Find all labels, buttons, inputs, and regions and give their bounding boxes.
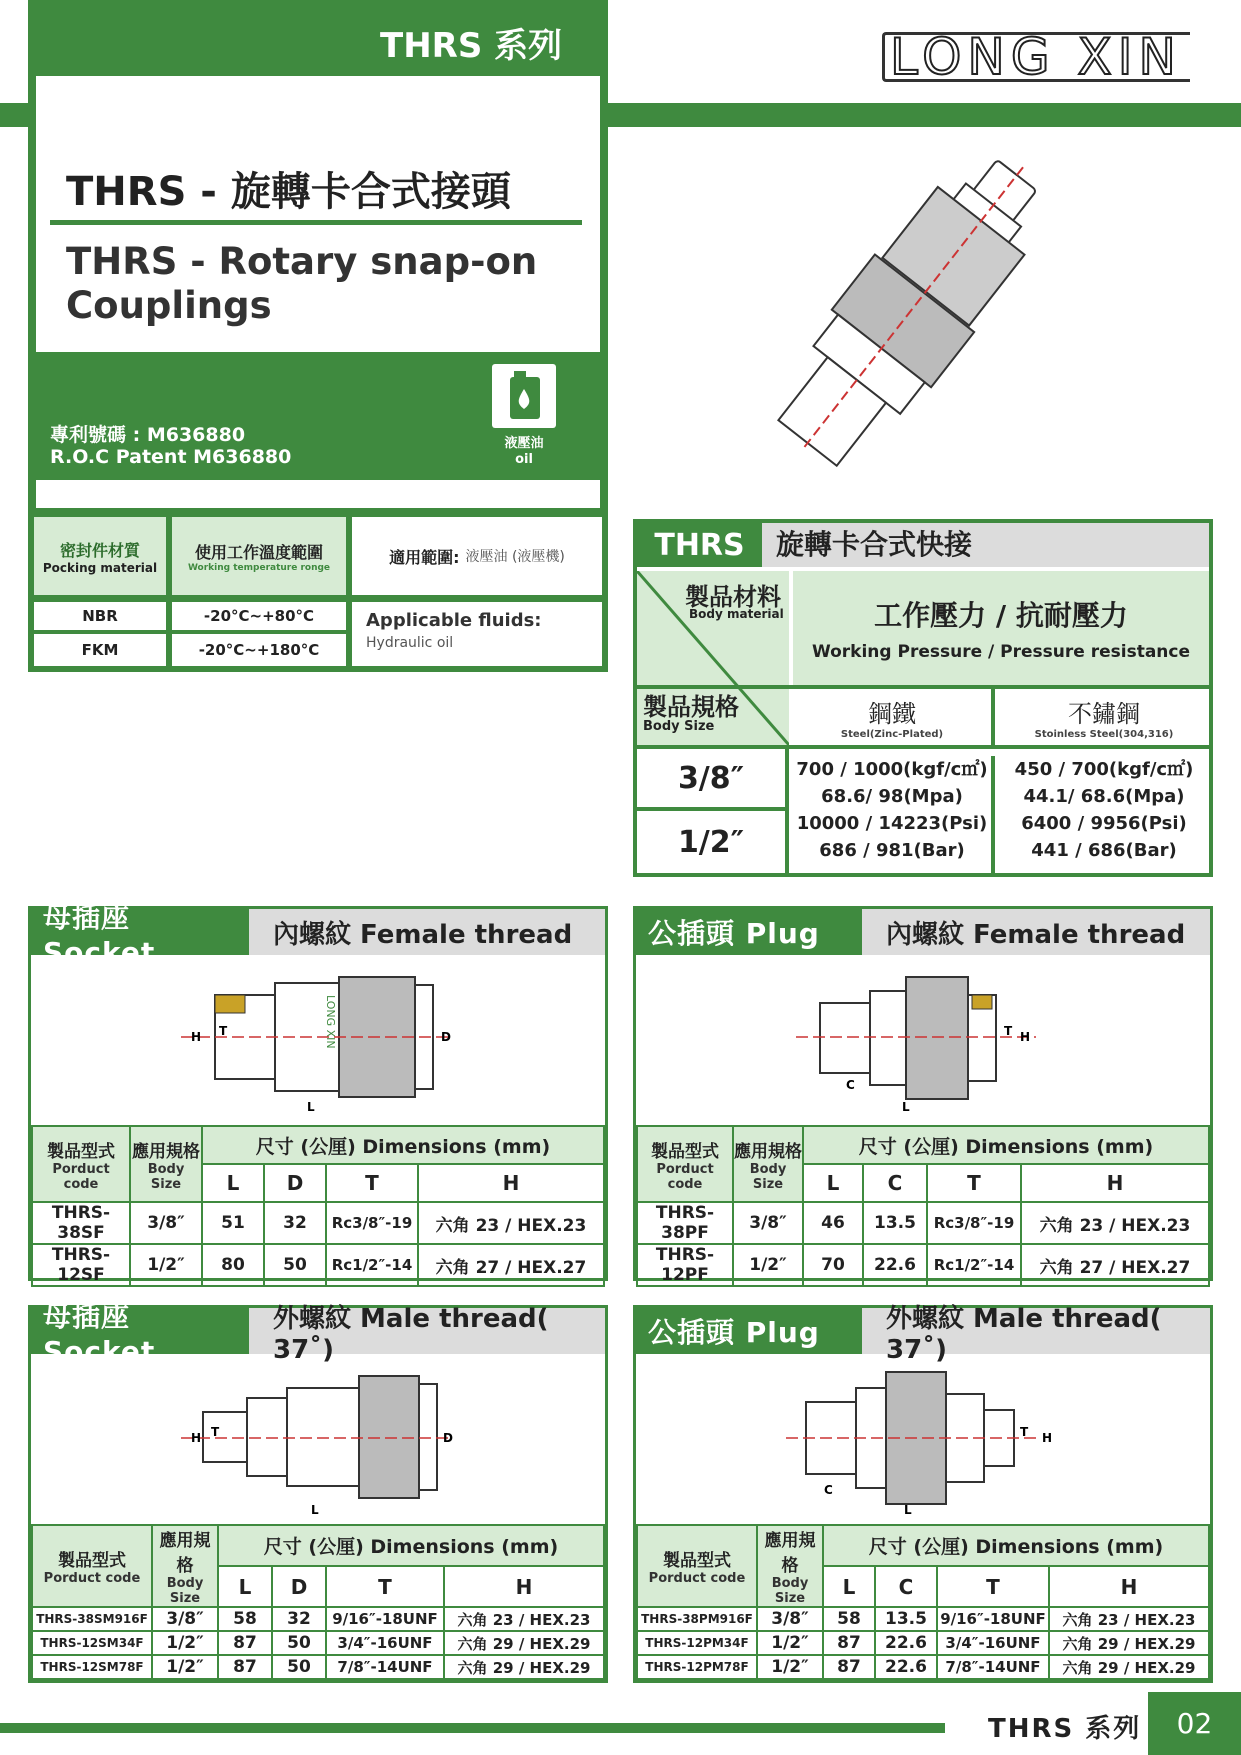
size-header: 應用規格 Body Size [130, 1126, 202, 1202]
stainless-bar: 441 / 686(Bar) [1031, 840, 1177, 861]
steel-kgf: 700 / 1000(kgf/c㎡) [796, 759, 988, 780]
material-fkm: FKM [81, 641, 119, 659]
table-row: THRS-38PF 3/8″ 46 13.5 Rc3/8″-19 六角 23 / HEX.23 [637, 1202, 1209, 1244]
panel-socket-male [28, 1299, 608, 1683]
drawing-brand: LONG XIN [324, 995, 337, 1049]
page-number: 02 [1148, 1692, 1241, 1755]
panel-plug-female [633, 906, 1213, 1285]
code-header: 製品型式 Porduct code [32, 1525, 152, 1607]
panel-title: 公插頭 Plug [636, 909, 862, 955]
stainless-psi: 6400 / 9956(Psi) [1021, 813, 1187, 834]
temp-row-2 [172, 634, 346, 666]
dim-c-label: C [846, 1078, 855, 1092]
size-header: 應用規格 Body Size [152, 1525, 218, 1607]
plug-male-table [636, 1524, 1210, 1680]
material-header-en: Pocking material [42, 560, 158, 575]
col-c: C [875, 1566, 937, 1607]
patent-number-zh: 專利號碼 : M636880 [50, 424, 246, 446]
dim-t-label: T [1020, 1425, 1029, 1439]
spec-title: 旋轉卡合式快接 [762, 523, 1209, 567]
table-row: THRS-38SF 3/8″ 51 32 Rc3/8″-19 六角 23 / HEX.23 [32, 1202, 604, 1244]
scope-value: 液壓油 (液壓機) [465, 549, 565, 565]
dim-h-label: H [1042, 1431, 1053, 1445]
material-header [34, 517, 166, 595]
brand-logo: LONG XIN [890, 28, 1182, 86]
body-size-en: Body Size [643, 719, 715, 734]
dim-l-label: L [904, 1503, 912, 1517]
plug-female-table [636, 1125, 1210, 1287]
dim-l-label: L [902, 1100, 910, 1114]
dim-h-label: H [191, 1431, 202, 1445]
panel-title: 母插座 Socket [31, 1308, 249, 1354]
panel-subtitle: 內螺紋 Female thread [862, 909, 1210, 955]
col-h: H [418, 1164, 604, 1202]
material-header-zh: 密封件材質 [59, 540, 140, 560]
table-row: THRS-38SM916F 3/8″ 58 32 9/16″-18UNF 六角 23 / HEX.23 [32, 1607, 604, 1631]
size-1-2: 1/2″ [637, 811, 789, 873]
header-bar-right [607, 103, 1241, 127]
scope-cell [352, 517, 602, 595]
col-h: H [1021, 1164, 1209, 1202]
spec-corner [637, 571, 789, 745]
temp-nbr: -20°C~+80°C [203, 607, 315, 625]
col-l: L [202, 1164, 264, 1202]
plug-male-drawing [636, 1354, 1210, 1524]
stainless-mpa: 44.1/ 68.6(Mpa) [1023, 786, 1185, 807]
table-row: THRS-38PM916F 3/8″ 58 13.5 9/16″-18UNF 六角 23 / HEX.23 [637, 1607, 1209, 1631]
pressure-zh: 工作壓力 / 抗耐壓力 [874, 599, 1128, 632]
stainless-header [999, 689, 1209, 745]
dims-header: 尺寸 (公厘) Dimensions (mm) [803, 1126, 1209, 1164]
col-l: L [823, 1566, 875, 1607]
fluids-value: Hydraulic oil [366, 635, 454, 651]
size-header: 應用規格 Body Size [757, 1525, 823, 1607]
oil-bottle-icon [492, 364, 556, 428]
table-row: THRS-12PF 1/2″ 70 22.6 Rc1/2″-14 六角 27 / HEX.27 [637, 1244, 1209, 1286]
col-l: L [218, 1566, 272, 1607]
code-header: 製品型式 Porduct code [32, 1126, 130, 1202]
dim-t-label: T [211, 1425, 220, 1439]
panel-title: 母插座 Socket [31, 909, 249, 955]
col-t: T [326, 1164, 418, 1202]
table-row: THRS-12SM78F 1/2″ 87 50 7/8″-14UNF 六角 29 / HEX.29 [32, 1655, 604, 1679]
steel-values [793, 756, 995, 873]
stainless-en: Stoinless Steel(304,316) [1034, 729, 1174, 740]
table-row: THRS-12PM78F 1/2″ 87 22.6 7/8″-14UNF 六角 29 / HEX.29 [637, 1655, 1209, 1679]
spec-series: THRS [637, 523, 762, 567]
title-divider [50, 220, 582, 225]
table-row: THRS-12SM34F 1/2″ 87 50 3/4″-16UNF 六角 29 / HEX.29 [32, 1631, 604, 1655]
socket-male-drawing [31, 1354, 605, 1524]
body-material-zh: 製品材料 [685, 583, 781, 611]
panel-subtitle: 外螺紋 Male thread( 37˚) [249, 1308, 605, 1354]
size-3-8: 3/8″ [637, 749, 789, 811]
dim-d-label: D [443, 1431, 453, 1445]
socket-male-table [31, 1524, 605, 1680]
col-d: D [264, 1164, 326, 1202]
code-header: 製品型式 Porduct code [637, 1126, 733, 1202]
body-size-zh: 製品規格 [643, 693, 739, 721]
dim-t-label: T [219, 1024, 228, 1038]
scope-label: 適用範圍: [389, 547, 460, 567]
temp-header [172, 517, 346, 595]
table-row: THRS-12SF 1/2″ 80 50 Rc1/2″-14 六角 27 / HEX.27 [32, 1244, 604, 1286]
size-header: 應用規格 Body Size [733, 1126, 803, 1202]
dim-d-label: D [441, 1030, 451, 1044]
stainless-kgf: 450 / 700(kgf/c㎡) [1014, 759, 1194, 780]
panel-subtitle: 外螺紋 Male thread( 37˚) [862, 1308, 1210, 1354]
socket-female-drawing [31, 955, 605, 1125]
dims-header: 尺寸 (公厘) Dimensions (mm) [218, 1525, 604, 1566]
material-nbr: NBR [82, 607, 118, 625]
title-panel-lower [36, 480, 600, 508]
dim-c-label: C [824, 1483, 833, 1497]
dims-header: 尺寸 (公厘) Dimensions (mm) [823, 1525, 1209, 1566]
code-header: 製品型式 Porduct code [637, 1525, 757, 1607]
coupling-photo [730, 150, 1090, 490]
fluids-label: Applicable fluids: [366, 610, 542, 631]
socket-female-table [31, 1125, 605, 1287]
temp-fkm: -20°C~+180°C [198, 641, 320, 659]
col-l: L [803, 1164, 863, 1202]
panel-title: 公插頭 Plug [636, 1308, 862, 1354]
footer-line [0, 1723, 945, 1733]
body-material-en: Body material [689, 607, 784, 621]
panel-plug-male [633, 1305, 1213, 1683]
col-h: H [444, 1566, 604, 1607]
temp-header-zh: 使用工作溫度範圍 [194, 542, 323, 562]
col-d: D [272, 1566, 326, 1607]
stainless-values [999, 756, 1209, 864]
page-title-zh: THRS - 旋轉卡合式接頭 [66, 169, 511, 215]
material-row-1 [34, 602, 166, 630]
dim-h-label: H [191, 1030, 202, 1044]
material-row-2 [34, 634, 166, 666]
footer-series: THRS 系列 [988, 1714, 1142, 1744]
steel-mpa: 68.6/ 98(Mpa) [821, 786, 963, 807]
col-t: T [326, 1566, 444, 1607]
dim-h-label: H [1020, 1030, 1031, 1044]
oil-label-zh: 液壓油 [504, 436, 544, 451]
oil-label-en: oil [515, 452, 533, 467]
dim-l-label: L [307, 1100, 315, 1114]
plug-female-drawing [636, 955, 1210, 1125]
oil-label [480, 436, 568, 468]
temp-row-1 [172, 602, 346, 630]
steel-zh: 鋼鐵 [868, 700, 916, 728]
dim-l-label: L [311, 1503, 319, 1517]
steel-psi: 10000 / 14223(Psi) [796, 813, 988, 834]
steel-bar: 686 / 981(Bar) [819, 840, 965, 861]
steel-header [793, 689, 995, 745]
dim-t-label: T [1004, 1024, 1013, 1038]
steel-en: Steel(Zinc-Plated) [840, 729, 944, 740]
table-row: THRS-12PM34F 1/2″ 87 22.6 3/4″-16UNF 六角 29 / HEX.29 [637, 1631, 1209, 1655]
col-t: T [937, 1566, 1049, 1607]
page-title-en: THRS - Rotary snap-on Couplings [66, 240, 538, 327]
series-tag: THRS 系列 [380, 26, 563, 66]
panel-socket-female [28, 900, 608, 1285]
panel-subtitle: 內螺紋 Female thread [249, 909, 605, 955]
temp-header-en: Working temperature ronge [187, 562, 331, 573]
col-c: C [863, 1164, 927, 1202]
patent-number-en: R.O.C Patent M636880 [50, 446, 292, 468]
fluids-cell [352, 602, 602, 666]
pressure-en: Working Pressure / Pressure resistance [811, 642, 1191, 662]
stainless-zh: 不鏽鋼 [1068, 700, 1140, 728]
dims-header: 尺寸 (公厘) Dimensions (mm) [202, 1126, 604, 1164]
pressure-header [793, 571, 1209, 685]
col-h: H [1049, 1566, 1209, 1607]
col-t: T [927, 1164, 1021, 1202]
